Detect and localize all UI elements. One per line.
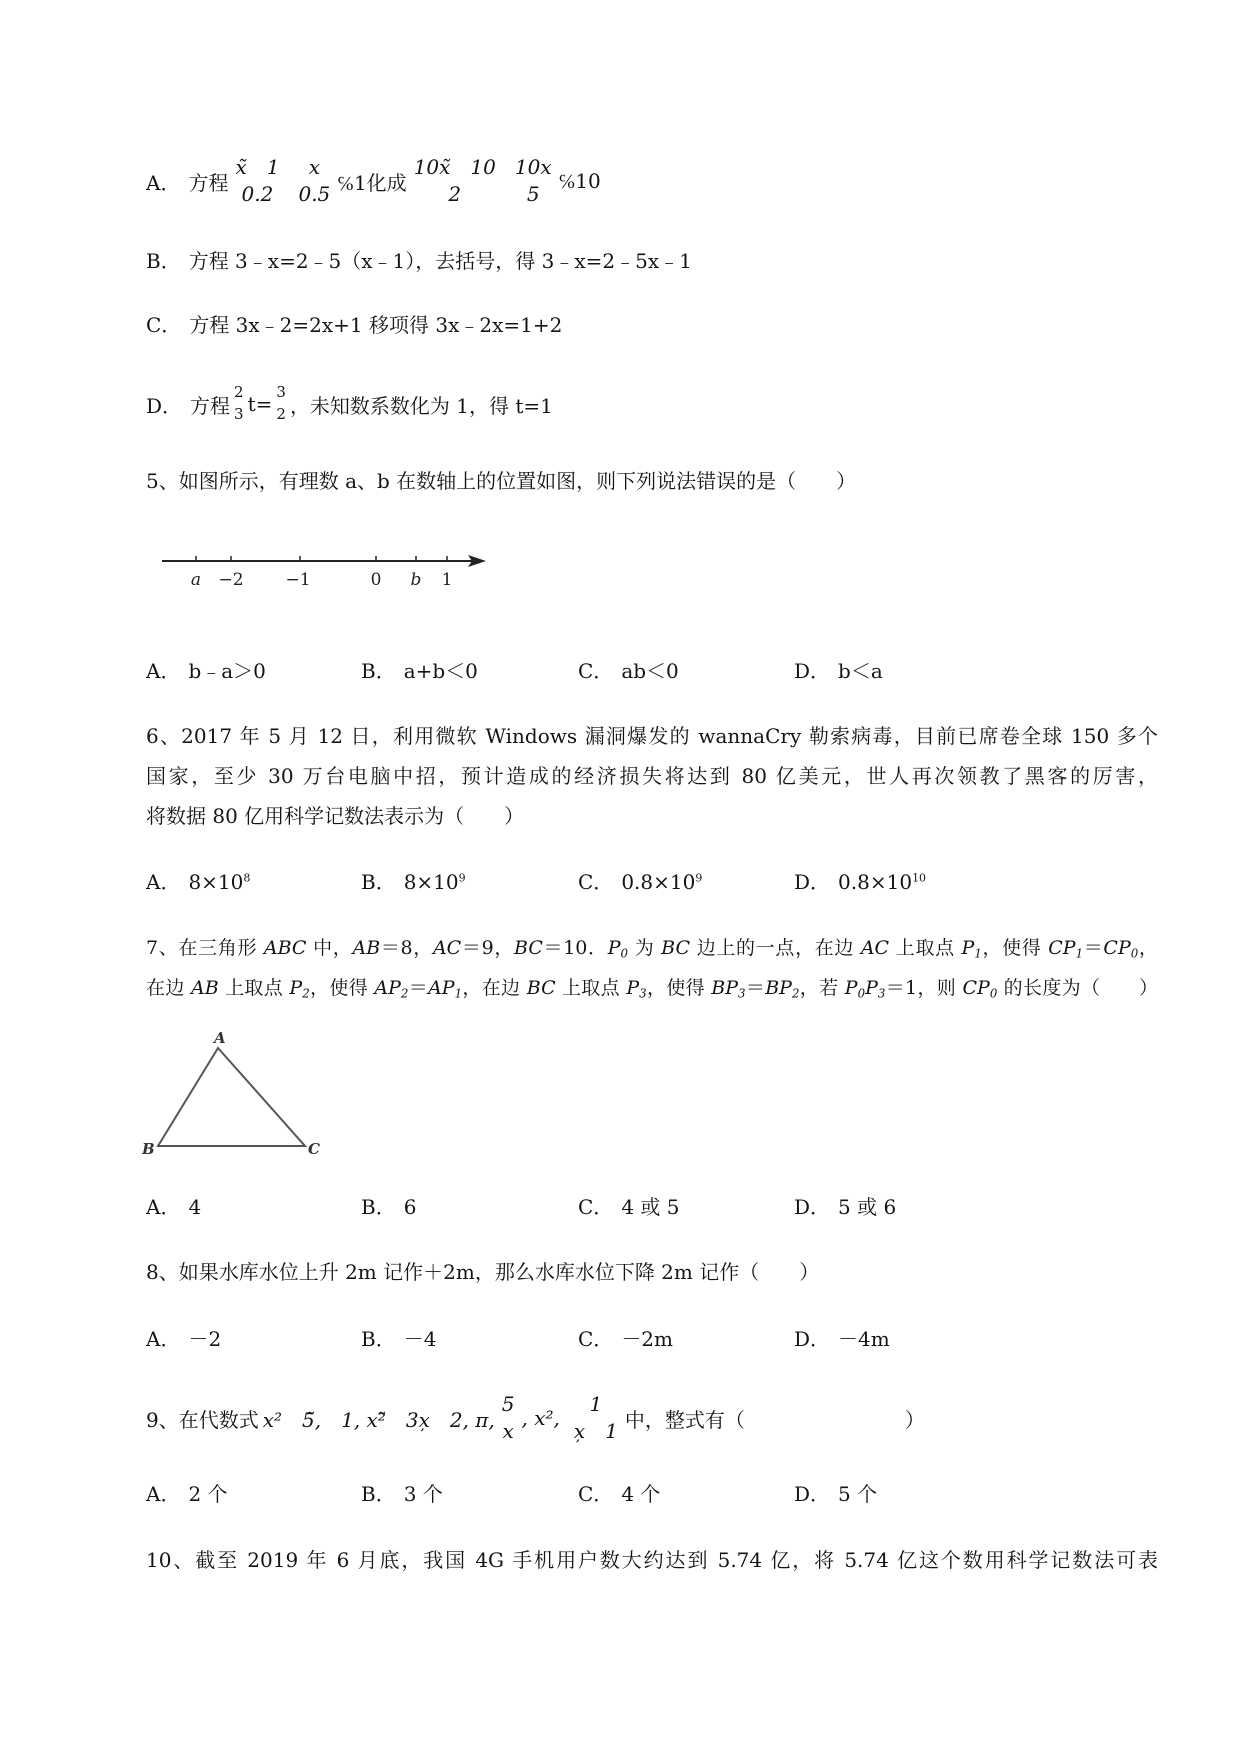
text-segment: ＝9， <box>461 937 514 959</box>
q7-options <box>146 1192 1158 1222</box>
option-a <box>146 1324 221 1354</box>
text-segment: ＝ <box>1083 937 1104 959</box>
q8-options <box>146 1324 1158 1354</box>
text-segment: ＝1，则 <box>885 977 963 999</box>
option-text: a+b＜0 <box>403 659 478 683</box>
math-variable: BP <box>765 977 792 999</box>
option-text: 4 <box>188 1195 202 1219</box>
q8-stem: 8、如果水库水位上升 2m 记作＋2m，那么水库水位下降 2m 记作（ ） <box>146 1260 820 1284</box>
denominator: 0.5 <box>298 182 331 206</box>
option-b <box>361 1324 436 1354</box>
vertex-label: C <box>308 1140 320 1158</box>
numerator: 10x̃ 10 <box>413 155 496 179</box>
text-segment: 中， <box>306 937 353 959</box>
subscript: 0 <box>989 986 998 1001</box>
numerator: 10x <box>514 155 552 179</box>
option-c <box>578 656 679 686</box>
option-text: ，未知数系数化为 1，得 t=1 <box>289 393 553 418</box>
text-segment: 上取点 <box>218 977 290 999</box>
option-label: A． <box>146 870 181 894</box>
option-label: C． <box>146 313 182 337</box>
option-label: D． <box>794 659 831 683</box>
option-label: B． <box>361 1482 396 1506</box>
option-d <box>794 1479 877 1509</box>
math-variable: CP <box>1103 937 1131 959</box>
math-variable: BC <box>514 937 543 959</box>
text-segment: 在边 <box>146 977 192 999</box>
text-segment: ，使得 <box>646 977 712 999</box>
subscript: 1 <box>454 986 463 1001</box>
option-d <box>794 1324 890 1354</box>
option-text: 0.8×10 <box>621 870 696 894</box>
subscript: 1 <box>974 946 982 961</box>
option-c <box>578 1479 660 1509</box>
q6-stem-line-2: 国家，至少 30 万台电脑中招，预计造成的经济损失将达到 80 亿美元，世人再次领教了黑客的厉害， <box>146 764 1158 788</box>
math-expression: x² 5̃, 1, x²̃ 3x̦ 2, π, <box>262 1407 495 1432</box>
option-label: A． <box>146 1482 181 1506</box>
fraction <box>414 154 496 208</box>
option-text: －4 <box>403 1327 437 1351</box>
math-variable: P <box>626 977 640 999</box>
option-text: t= <box>247 392 273 416</box>
fraction <box>502 1391 515 1445</box>
text-segment: ，使得 <box>981 937 1049 959</box>
q9-options <box>146 1479 1158 1509</box>
math-variable: AP <box>374 977 401 999</box>
triangle-figure <box>140 1030 340 1160</box>
fraction <box>234 382 244 426</box>
subscript: 3 <box>877 986 886 1001</box>
math-variable: ABC <box>263 937 307 959</box>
option-label: D． <box>146 393 183 418</box>
axis-label: 0 <box>370 570 382 590</box>
option-c <box>578 1192 679 1222</box>
option-b <box>361 867 466 897</box>
denominator: 2 <box>448 182 462 206</box>
subscript: 2 <box>791 986 800 1001</box>
option-text: 4 或 5 <box>621 1195 680 1219</box>
option-label: A． <box>146 1195 181 1219</box>
axis-label: b <box>410 570 422 590</box>
option-label: D． <box>794 870 831 894</box>
stem-text: 中，整式有（ ） <box>624 1407 925 1432</box>
q4-option-d <box>146 376 1158 432</box>
text-segment: 的长度为（ ） <box>997 977 1158 999</box>
denominator: 2 <box>276 405 286 423</box>
subscript: 2 <box>302 986 310 1001</box>
math-variable: BP <box>711 977 739 999</box>
subscript: 0 <box>857 986 866 1001</box>
fraction <box>515 154 552 208</box>
option-b <box>361 1192 416 1222</box>
axis-label: a <box>190 570 202 590</box>
option-label: A． <box>146 659 181 683</box>
subscript: 3 <box>738 986 746 1001</box>
option-text: ℅10 <box>558 168 601 193</box>
numerator: 3 <box>276 383 286 402</box>
option-text: 4 个 <box>621 1482 661 1506</box>
text-segment: ，使得 <box>309 977 375 999</box>
math-variable: AB <box>352 937 381 959</box>
q5-options <box>146 656 1158 686</box>
stem-text: 9、在代数式 <box>146 1407 259 1432</box>
option-label: D． <box>794 1195 831 1219</box>
math-variable: AB <box>191 977 219 999</box>
subscript: 0 <box>620 946 629 961</box>
fraction <box>298 154 330 208</box>
fraction <box>235 154 279 208</box>
option-label: C． <box>578 1327 614 1351</box>
math-variable: BC <box>661 937 690 959</box>
option-label: B． <box>361 1327 396 1351</box>
q4-option-b <box>146 246 1158 276</box>
fraction <box>574 1391 618 1445</box>
math-variable: BC <box>526 977 556 999</box>
option-label: D． <box>794 1327 831 1351</box>
text-segment: 上取点 <box>889 937 962 959</box>
subscript: 3 <box>639 986 647 1001</box>
numerator: x̃ 1 <box>235 155 280 179</box>
option-text: 方程 3x﹣2=2x+1 移项得 3x﹣2x=1+2 <box>189 313 563 337</box>
option-label: A． <box>146 170 181 195</box>
text-segment: ， <box>1138 937 1158 959</box>
number-line <box>150 540 495 592</box>
option-c <box>578 1324 673 1354</box>
exponent: 8 <box>243 871 251 885</box>
text-segment: ＝ <box>408 977 429 999</box>
option-a <box>146 656 266 686</box>
option-text: ℅1化成 <box>337 170 407 195</box>
option-label: C． <box>578 659 614 683</box>
option-d <box>794 656 883 686</box>
option-label: D． <box>794 1482 831 1506</box>
q10-stem: 10、截至 2019 年 6 月底，我国 4G 手机用户数大约达到 5.74 亿，将 5.74 亿这个数用科学记数法可表 <box>146 1548 1158 1572</box>
q6-stem-line-3: 将数据 80 亿用科学记数法表示为（ ） <box>146 804 525 828</box>
q7-stem-line-2 <box>146 968 1158 1008</box>
q5-stem: 5、如图所示，有理数 a、b 在数轴上的位置如图，则下列说法错误的是（ ） <box>146 469 857 493</box>
axis-label: −1 <box>285 570 311 590</box>
numerator: x <box>308 155 321 179</box>
math-variable: AP <box>428 977 455 999</box>
denominator: 3 <box>234 405 244 423</box>
option-text: 6 <box>403 1195 417 1219</box>
option-text: 方程 <box>188 170 229 195</box>
text-segment: ，若 <box>799 977 845 999</box>
math-variable: CP <box>1048 937 1076 959</box>
q4-option-a <box>146 150 1158 212</box>
fraction <box>276 382 286 426</box>
text-segment: ＝10． <box>542 937 608 959</box>
option-label: B． <box>361 870 396 894</box>
option-label: B． <box>146 249 181 273</box>
option-b <box>361 1479 443 1509</box>
option-label: B． <box>361 659 396 683</box>
q6-options <box>146 867 1158 897</box>
math-variable: AC <box>860 937 890 959</box>
option-text: ab＜0 <box>621 659 679 683</box>
option-text: 8×10 <box>188 870 244 894</box>
denominator: x <box>502 1419 514 1443</box>
denominator: 0.2 <box>241 182 274 206</box>
option-text: －4m <box>838 1327 890 1351</box>
option-label: C． <box>578 1195 614 1219</box>
numerator: 1 <box>589 1392 603 1416</box>
option-text: 2 个 <box>188 1482 228 1506</box>
text-segment: 为 <box>628 937 662 959</box>
option-label: B． <box>361 1195 396 1219</box>
exponent: 10 <box>912 871 927 885</box>
option-a <box>146 1479 228 1509</box>
subscript: 2 <box>400 986 409 1001</box>
denominator: 5 <box>526 182 540 206</box>
option-label: C． <box>578 1482 614 1506</box>
vertex-label: A <box>214 1030 226 1047</box>
math-variable: P <box>289 977 303 999</box>
option-text: －2 <box>188 1327 222 1351</box>
math-variable: P <box>865 977 878 999</box>
option-text: b＜a <box>838 659 883 683</box>
q9-stem <box>146 1390 1158 1446</box>
numerator: 2 <box>234 383 244 402</box>
subscript: 0 <box>1130 946 1139 961</box>
math-variable: AC <box>432 937 462 959</box>
option-d <box>794 867 926 897</box>
axis-label: −2 <box>218 570 244 590</box>
text-segment: 边上的一点，在边 <box>690 937 861 959</box>
q6-stem-line-1: 6、2017 年 5 月 12 日，利用微软 Windows 漏洞爆发的 wannaCry 勒索病毒，目前已席卷全球 150 多个 <box>146 724 1158 748</box>
axis-label: 1 <box>441 570 453 590</box>
option-a <box>146 867 250 897</box>
math-expression: , x², <box>521 1406 560 1430</box>
q7-stem-line-1 <box>146 928 1158 968</box>
option-text: 方程 <box>190 393 231 418</box>
option-label: A． <box>146 1327 181 1351</box>
option-text: 8×10 <box>403 870 459 894</box>
denominator: x̦ 1 <box>573 1419 618 1443</box>
option-text: 0.8×10 <box>838 870 913 894</box>
text-segment: ＝8， <box>380 937 433 959</box>
option-text: 5 个 <box>838 1482 878 1506</box>
option-b <box>361 656 478 686</box>
exponent: 9 <box>695 871 703 885</box>
q4-option-c <box>146 310 1158 340</box>
math-variable: P <box>844 977 858 999</box>
text-segment: 上取点 <box>555 977 627 999</box>
option-d <box>794 1192 896 1222</box>
triangle-abc <box>158 1048 305 1146</box>
option-text: 3 个 <box>403 1482 443 1506</box>
option-c <box>578 867 702 897</box>
option-text: 5 或 6 <box>838 1195 897 1219</box>
math-variable: CP <box>962 977 990 999</box>
option-text: b﹣a＞0 <box>188 659 266 683</box>
option-text: 方程 3﹣x=2﹣5（x﹣1），去括号，得 3﹣x=2﹣5x﹣1 <box>188 249 692 273</box>
option-text: －2m <box>621 1327 674 1351</box>
subscript: 1 <box>1075 946 1084 961</box>
text-segment: 7、在三角形 <box>146 937 264 959</box>
text-segment: ＝ <box>745 977 766 999</box>
text-segment: ，在边 <box>462 977 527 999</box>
math-variable: P <box>961 937 975 959</box>
option-label: C． <box>578 870 614 894</box>
numerator: 5 <box>501 1392 515 1416</box>
option-a <box>146 1192 201 1222</box>
vertex-label: B <box>142 1140 155 1158</box>
math-variable: P <box>607 937 621 959</box>
exponent: 9 <box>458 871 466 885</box>
